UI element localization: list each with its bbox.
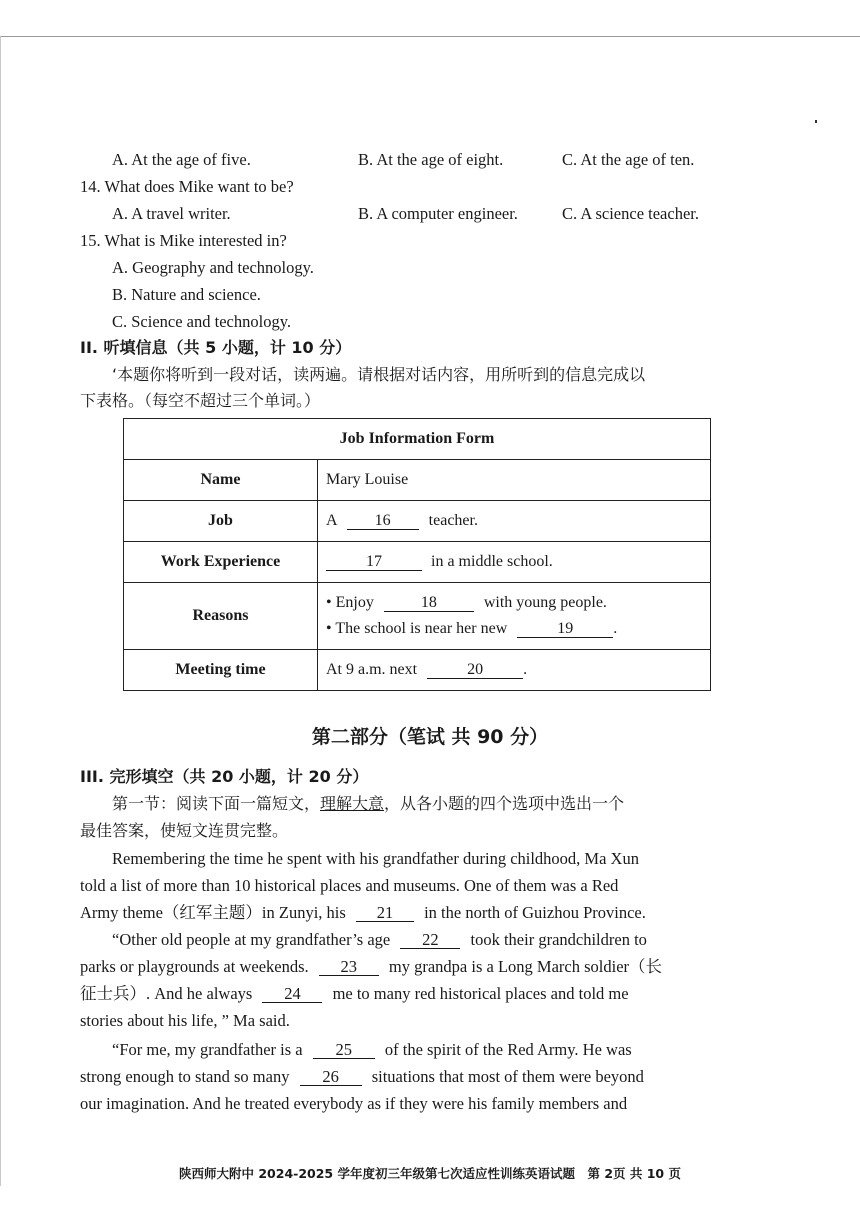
job-information-form [123, 418, 711, 691]
q15-option-a: A. Geography and technology. [112, 258, 314, 277]
p3l1-post: of the spirit of the Red Army. He was [384, 1040, 632, 1059]
page-top-edge [0, 36, 860, 37]
q14-question: 14. What does Mike want to be? [80, 177, 294, 196]
passage-p1-line2: told a list of more than 10 historical places and museums. One of them was a Red [80, 876, 619, 895]
form-label-experience: Work Experience [124, 542, 318, 583]
blank-16: 16 [347, 512, 419, 530]
blank-25: 25 [313, 1041, 375, 1059]
form-value-name: Mary Louise [318, 460, 711, 501]
form-value-experience [318, 542, 711, 583]
q13-option-b: B. At the age of eight. [358, 150, 504, 169]
p3l2-pre: strong enough to stand so many [80, 1067, 290, 1086]
p2l1-pre: “Other old people at my grandfather’s age [112, 930, 391, 949]
p2l1-post: took their grandchildren to [470, 930, 647, 949]
p2l2-pre: parks or playgrounds at weekends. [80, 957, 309, 976]
blank-24: 24 [262, 985, 322, 1003]
p2l2-post: my grandpa is a Long March soldier（长 [388, 957, 663, 976]
p2l3-pre: 征士兵）. And he always [80, 984, 253, 1003]
reason1-pre: • Enjoy [326, 594, 374, 611]
experience-post: in a middle school. [431, 553, 553, 570]
form-value-reasons [318, 583, 711, 650]
intro-part-a: 第一节：阅读下面一篇短文， [112, 794, 321, 813]
passage-p2-line4: stories about his life, ” Ma said. [80, 1011, 290, 1030]
passage-p2-line2 [80, 957, 662, 977]
blank-19: 19 [517, 620, 613, 638]
reason1-post: with young people. [483, 594, 607, 611]
reason2-pre: • The school is near her new [326, 620, 508, 637]
section3-heading: III. 完形填空（共 20 小题，计 20 分） [80, 767, 369, 786]
form-label-reasons: Reasons [124, 583, 318, 650]
q14-option-a: A. A travel writer. [112, 204, 231, 223]
form-label-meeting: Meeting time [124, 650, 318, 691]
q13-option-a: A. At the age of five. [112, 150, 251, 169]
p2l3-post: me to many red historical places and told me [332, 984, 629, 1003]
passage-p3-line1 [112, 1040, 632, 1060]
form-title: Job Information Form [124, 419, 711, 460]
blank-18: 18 [384, 594, 474, 612]
section2-instruction-line1: ‘本题你将听到一段对话，读两遍。请根据对话内容，用所听到的信息完成以 [112, 365, 646, 384]
section3-intro-line1 [112, 794, 624, 814]
reason2-post: . [613, 620, 618, 637]
form-value-job [318, 501, 711, 542]
blank-22: 22 [400, 931, 460, 949]
meeting-pre: At 9 a.m. next [326, 661, 418, 678]
passage-p2-line1 [112, 930, 647, 950]
page-left-edge [0, 36, 1, 1186]
meeting-post: . [523, 661, 528, 678]
p3l1-pre: “For me, my grandfather is a [112, 1040, 303, 1059]
q14-option-b: B. A computer engineer. [358, 204, 518, 223]
p1l3-post: in the north of Guizhou Province. [424, 903, 646, 922]
q14-option-c: C. A science teacher. [562, 204, 699, 223]
section2-heading: II. 听填信息（共 5 小题，计 10 分） [80, 338, 352, 357]
job-post: teacher. [428, 512, 478, 529]
intro-underlined: 理解大意 [320, 794, 385, 813]
q15-option-c: C. Science and technology. [112, 312, 292, 331]
q15-option-b: B. Nature and science. [112, 285, 261, 304]
blank-17: 17 [326, 553, 422, 571]
q13-option-c: C. At the age of ten. [562, 150, 695, 169]
p1l3-pre: Army theme（红军主题）in Zunyi, his [80, 903, 346, 922]
form-label-name: Name [124, 460, 318, 501]
scan-speck [815, 120, 817, 123]
form-label-job: Job [124, 501, 318, 542]
section2-instruction-line2: 下表格。（每空不超过三个单词。） [80, 391, 321, 410]
passage-p1-line1: Remembering the time he spent with his grandfather during childhood, Ma Xun [112, 849, 639, 868]
passage-p2-line3 [80, 984, 629, 1004]
blank-21: 21 [356, 904, 414, 922]
blank-26: 26 [300, 1068, 362, 1086]
blank-20: 20 [427, 661, 523, 679]
part2-title: 第二部分（笔试 共 90 分） [311, 726, 549, 748]
section3-intro-line2: 最佳答案，使短文连贯完整。 [80, 821, 289, 840]
passage-p1-line3 [80, 903, 646, 923]
passage-p3-line3: our imagination. And he treated everybody as if they were his family members and [80, 1094, 628, 1113]
page-footer: 陕西师大附中 2024-2025 学年度初三年级第七次适应性训练英语试题 第 2页 共 10 页 [179, 1166, 681, 1181]
form-value-meeting [318, 650, 711, 691]
passage-p3-line2 [80, 1067, 644, 1087]
blank-23: 23 [319, 958, 379, 976]
intro-part-c: ，从各小题的四个选项中选出一个 [384, 794, 625, 813]
p3l2-post: situations that most of them were beyond [371, 1067, 644, 1086]
job-pre: A [326, 512, 337, 529]
q15-question: 15. What is Mike interested in? [80, 231, 287, 250]
